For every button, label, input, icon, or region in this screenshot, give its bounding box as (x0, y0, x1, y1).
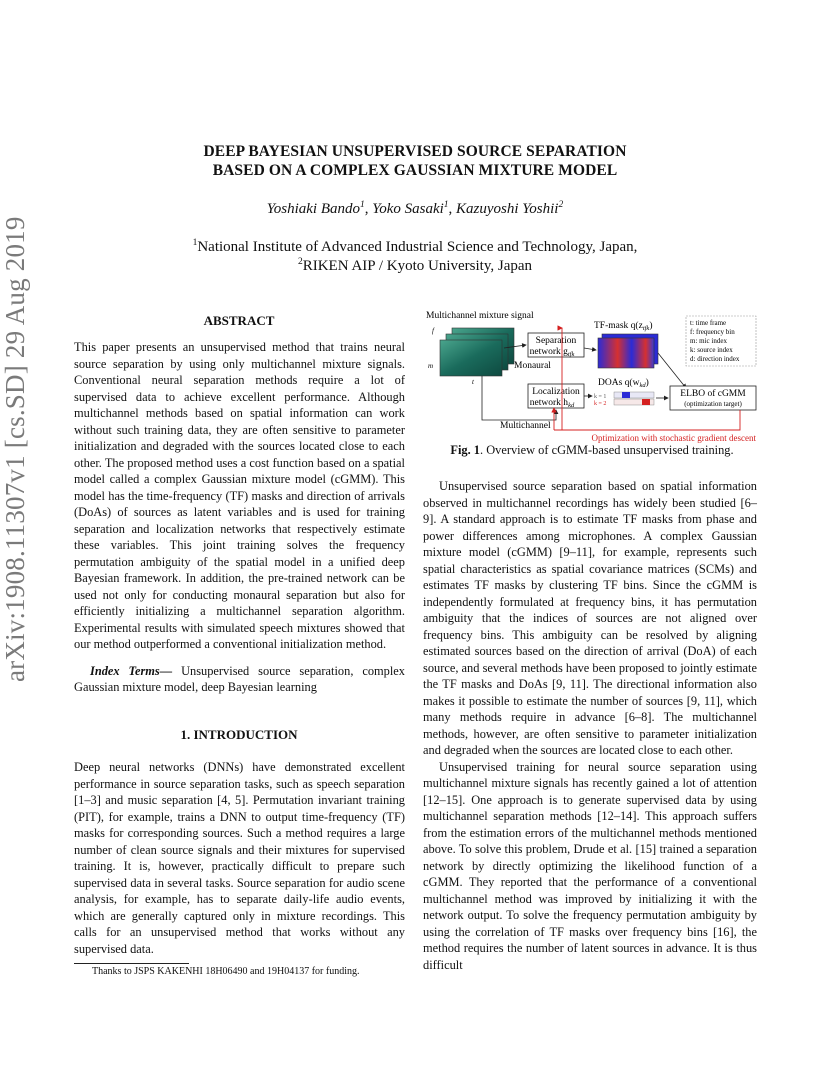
fig-legend-1: f: frequency bin (690, 328, 735, 336)
fig-doa-label: DOAs $q(w_{kd})$ (598, 378, 649, 389)
affiliation-2 (110, 257, 720, 276)
index-terms (74, 663, 405, 696)
author-2-affil: 1 (443, 200, 449, 210)
fig-k1: k = 1 (594, 394, 607, 400)
fig-loc-net-l2: network $h_{kd}$ (529, 398, 575, 409)
title-line-1: DEEP BAYESIAN UNSUPERVISED SOURCE SEPARATION (203, 143, 627, 160)
fig-elbo-l1: ELBO of cGMM (680, 389, 746, 399)
spectrogram-stack (440, 328, 514, 376)
figure-caption (422, 443, 762, 458)
fig-axis-t: t (472, 378, 474, 386)
fig-legend-2: m: mic index (690, 337, 727, 345)
affiliation-1-text: National Institute of Advanced Industrial Science and Technology, Japan, (197, 239, 638, 255)
caption-label: Fig. 1 (450, 443, 480, 457)
affiliation-2-mark: 2 (297, 257, 303, 267)
right-column-body (423, 478, 757, 973)
intro-body (74, 759, 405, 957)
footnote: Thanks to JSPS KAKENHI 18H06490 and 19H04137 for funding. (92, 966, 360, 977)
author-3: Kazuyoshi Yoshii (456, 201, 559, 217)
fig-optimization: Optimization with stochastic gradient descent (591, 433, 756, 443)
author-2: Yoko Sasaki (372, 201, 444, 217)
fig-legend-4: d: direction index (690, 355, 740, 363)
title-line-2: BASED ON A COMPLEX GAUSSIAN MIXTURE MODEL (212, 162, 618, 179)
author-1: Yoshiaki Bando (266, 201, 360, 217)
fig-sep-net-l1: Separation (535, 336, 577, 346)
doa-bars (614, 392, 654, 405)
author-list (150, 201, 680, 218)
author-1-affil: 1 (360, 200, 365, 210)
figure-1 (422, 308, 762, 446)
fig-loc-net-l1: Localization (532, 387, 580, 397)
affiliation-2-text: RIKEN AIP / Kyoto University, Japan (302, 258, 533, 274)
index-terms-label: Index Terms— (90, 663, 173, 678)
index-terms-text: Unsupervised source separation, complex Gaussian mixture model, deep Bayesian learning (74, 663, 406, 694)
affiliation-1-mark: 1 (192, 238, 198, 248)
fig-axis-f: f (432, 327, 434, 335)
fig-multichannel: Multichannel (500, 421, 551, 431)
intro-heading: 1. INTRODUCTION (180, 727, 298, 742)
fig-axis-m: m (428, 362, 434, 370)
tf-mask-image (598, 338, 654, 368)
footnote-rule (74, 963, 189, 964)
paper-title (150, 142, 680, 180)
arxiv-stamp: arXiv:1908.11307v1 [cs.SD] 29 Aug 2019 (0, 216, 30, 682)
fig-k2: k = 2 (594, 401, 607, 407)
intro-paragraph-1: Deep neural networks (DNNs) have demonstrated excellent performance in source separation tasks, such as speech separation [1–3] and music separation [4, 5]. Permutation invariant training (PIT), for example, trains a DNN to output time-frequency (TF) masks for corresponding sources. Such a method requires a large number of clean source signals and their mixtures for supervised training. It is, however, practically difficult to prepare such supervised data in several tasks. Source separation for audio scene analysis, for example, has to separate daily-life audio events, which are generally captured only in mixture recordings. This calls for an unsupervised method that works without any supervised data. (74, 760, 405, 956)
affiliation-1 (110, 238, 720, 257)
figure-diagram (422, 308, 762, 446)
fig-elbo-l2: (optimization target) (684, 400, 742, 408)
fig-sep-net-l2: network $g_{tfk}$ (529, 347, 575, 358)
author-sep-2: , (448, 201, 457, 217)
affiliations (110, 238, 720, 276)
fig-input-label: Multichannel mixture signal (426, 311, 534, 321)
caption-text: . Overview of cGMM-based unsupervised training. (480, 443, 734, 457)
fig-monaural: Monaural (514, 361, 551, 371)
abstract-text: This paper presents an unsupervised method that trains neural source separation by using only multichannel mixture signals. Conventional neural separation methods require a lot of supervised data to achieve excellent performance. Although multichannel methods based on spatial information can work without such training data, they are often sensitive to parameter initialization and degraded with the sources located close to each other. The proposed method uses a cost function based on a spatial model called a complex Gaussian mixture model (cGMM). This model has the time-frequency (TF) masks and direction of arrivals (DoAs) of sources as latent variables and is used for training separation and localization networks that respectively estimate these variables. This joint training solves the frequency permutation ambiguity of the spatial model in a unified deep Bayesian framework. In addition, the pre-trained network can be used not only for conducting monaural separation but also for efficiently initializing a multichannel separation algorithm. Experimental results with simulated speech mixtures showed that our method outperformed a conventional initialization method. (74, 340, 405, 651)
abstract-heading: ABSTRACT (203, 313, 275, 328)
fig-legend-0: t: time frame (690, 319, 727, 327)
fig-mask-label: TF-mask $q(z_{tfk})$ (594, 321, 653, 332)
right-paragraph-1: Unsupervised source separation based on spatial information observed in multichannel recordings has widely been studied [6–9]. A standard approach is to estimate TF masks from phase and power differences among microphones. A complex Gaussian mixture model (cGMM) [9–11], for example, represents such spatial characteristics as spatial covariance matrices (SCMs) and estimates TF masks by clustering TF bins. Since the cGMM is independently formulated at frequency bins, it has permutation ambiguity that the indices of sources are not aligned over frequency bins. This ambiguity can be resolved by aligning estimated sources based on the direction of arrival (DoA) of each source, and several methods have been proposed to jointly estimate the TF masks and DoAs [9, 11]. The directional information also makes it possible to estimate the number of sources [9, 11], which many methods require in advance [6–8]. The multichannel methods, however, are often sensitive to parameter initialization and degraded when the sources are located close to each other. (423, 479, 757, 757)
author-3-affil: 2 (558, 200, 564, 210)
abstract-body (74, 339, 405, 696)
fig-legend-3: k: source index (690, 346, 733, 354)
author-sep-1: , (364, 201, 373, 217)
right-paragraph-2: Unsupervised training for neural source separation using multichannel mixture signals has recently gained a lot of attention [12–15]. One approach is to generate supervised data by using multichannel separation methods [12–14]. This approach suffers from the estimation errors of the multichannel methods mentioned above. To solve this problem, Drude et al. [15] trained a separation network by directly optimizing the likelihood function of a cGMM. They reported that the performance of a conventional multichannel method was improved by initializing it with the network output. To solve the frequency permutation ambiguity by using the correlation of TF masks over frequency bins [16], the method requires the number of latent sources in advance. It is thus difficult (423, 759, 757, 972)
optimization-loop (554, 410, 740, 430)
